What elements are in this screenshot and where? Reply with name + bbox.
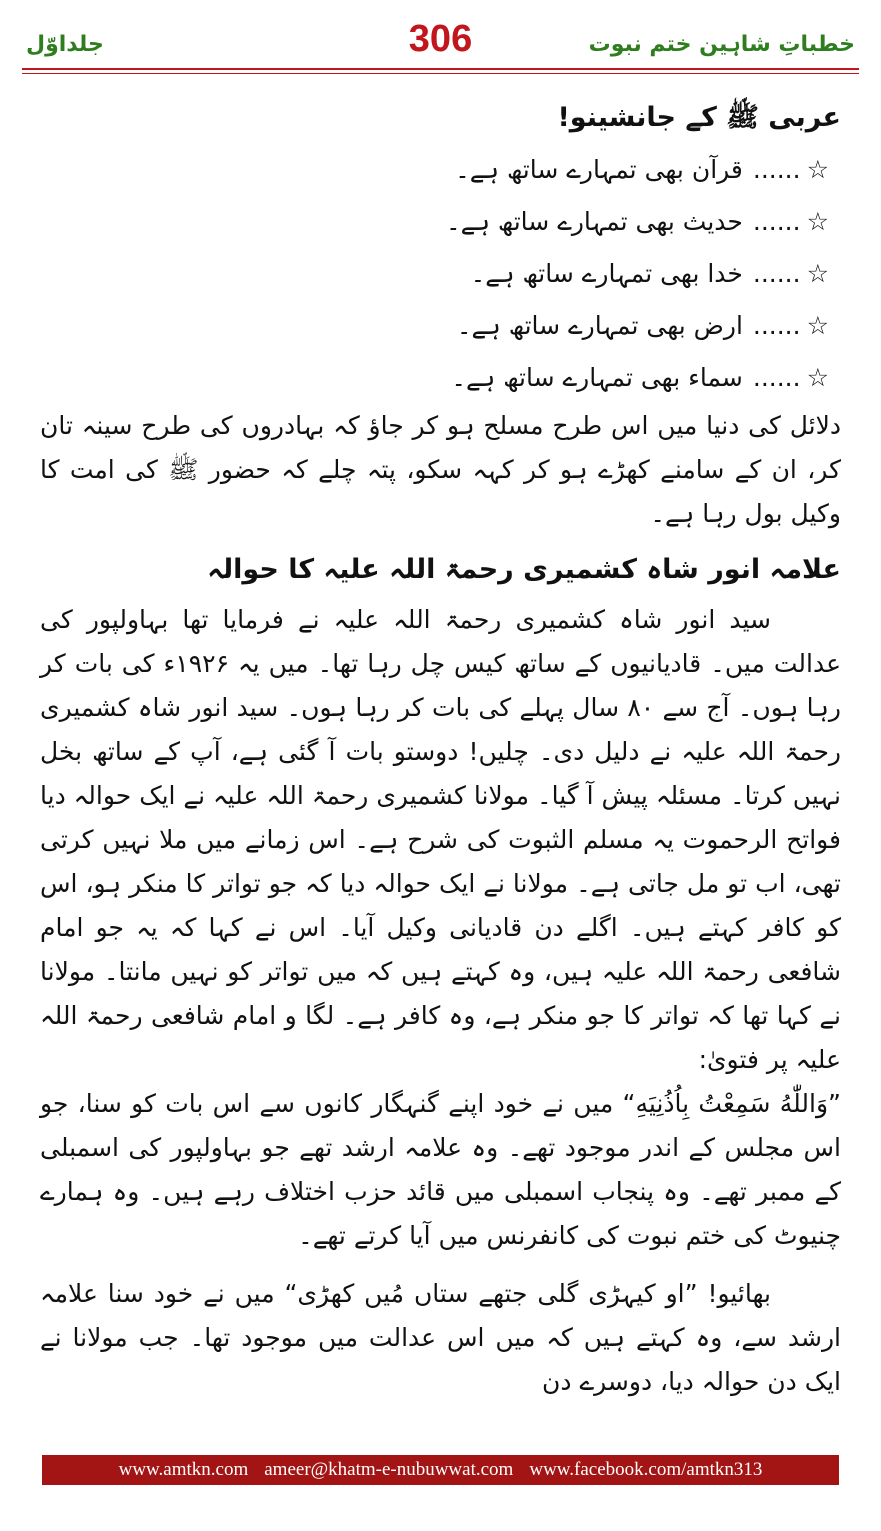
paragraph-witness: ”وَاللّٰهُ سَمِعْتُ بِاُذُنِیَهِ“ میں نے خود اپنے گنہگار کانوں سے اس بات کو سنا، جو اس مجلس کے اندر موجود تھے۔ وہ علامہ ارشد تھے جو بہاولپور کی اسمبلی کے ممبر تھے۔ وہ پنجاب اسمبلی میں قائد حزب اختلاف رہے ہیں۔ وہ ہمارے چنیوٹ کی ختم نبوت کی کانفرنس میں آیا کرتے تھے۔ <box>40 1089 841 1250</box>
header-divider-thin <box>22 73 859 74</box>
point-text: خدا بھی تمہارے ساتھ ہے۔ <box>470 259 743 288</box>
list-item <box>40 144 841 196</box>
leader-dots: ...... <box>752 363 801 392</box>
leader-dots: ...... <box>752 259 801 288</box>
list-item <box>40 248 841 300</box>
paragraph-continuation: بھائیو! ”او کیہڑی گلی جتھے ستاں مُیں کھڑی“ میں نے خود سنا علامہ ارشد سے، وہ کہتے ہیں کہ میں اس عدالت میں موجود تھا۔ جب مولانا نے ایک دن حوالہ دیا، دوسرے دن <box>40 1279 841 1396</box>
leader-dots: ...... <box>752 311 801 340</box>
footer-bar <box>42 1455 839 1485</box>
list-item <box>40 352 841 404</box>
header-divider <box>22 68 859 70</box>
star-icon: ☆ <box>806 311 829 340</box>
page-content <box>40 96 841 1404</box>
footer-email-link[interactable]: ameer@khatm-e-nubuwwat.com <box>264 1459 514 1480</box>
paragraph-conclusion: دلائل کی دنیا میں اس طرح مسلح ہو کر جاؤ کہ بہادروں کی طرح سینہ تان کر، ان کے سامنے کھڑے ہو کر کہہ سکو، پتہ چلے کہ حضور ﷺ کی امت کا وکیل بول رہا ہے۔ <box>40 411 841 528</box>
intro-heading: عربی ﷺ کے جانشینو! <box>557 102 841 133</box>
page-header <box>22 18 859 66</box>
section-heading: علامہ انور شاہ کشمیری رحمۃ اللہ علیہ کا حوالہ <box>207 554 841 585</box>
paragraph-narrative: سید انور شاہ کشمیری رحمۃ اللہ علیہ نے فرمایا تھا بہاولپور کی عدالت میں۔ قادیانیوں کے ساتھ کیس چل رہا تھا۔ میں یہ ۱۹۲۶ء کی بات کر رہا ہوں۔ آج سے ۸۰ سال پہلے کی بات کر رہا ہوں۔ سید انور شاہ کشمیری رحمۃ اللہ علیہ نے دلیل دی۔ چلیں! دوستو بات آ گئی ہے، آپ کے ساتھ بخل نہیں کرتا۔ مسئلہ پیش آ گیا۔ مولانا کشمیری رحمۃ اللہ علیہ نے ایک حوالہ دیا فواتح الرحموت یہ مسلم الثبوت کی شرح ہے۔ اس زمانے میں ملا نہیں کرتی تھی، اب تو مل جاتی ہے۔ مولانا نے ایک حوالہ دیا کہ جو تواتر کا منکر ہو، اس کو کافر کہتے ہیں۔ اگلے دن قادیانی وکیل آیا۔ اس نے کہا کہ یہ جو امام شافعی رحمۃ اللہ علیہ ہیں، وہ کہتے ہیں کہ میں تواتر کو نہیں مانتا۔ مولانا نے کہا تھا کہ تواتر کا جو منکر ہے، وہ کافر ہے۔ لگا و امام شافعی رحمۃ اللہ علیہ پر فتویٰ: <box>40 605 841 1074</box>
book-title: خطباتِ شاہین ختم نبوت <box>588 32 855 57</box>
points-list <box>40 144 841 404</box>
leader-dots: ...... <box>752 155 801 184</box>
point-text: سماء بھی تمہارے ساتھ ہے۔ <box>451 363 743 392</box>
list-item <box>40 300 841 352</box>
star-icon: ☆ <box>806 259 829 288</box>
page-number: 306 <box>408 18 473 60</box>
leader-dots: ...... <box>752 207 801 236</box>
footer-facebook-link[interactable]: www.facebook.com/amtkn313 <box>529 1459 763 1480</box>
volume-label: جلداوّل <box>26 32 104 57</box>
point-text: قرآن بھی تمہارے ساتھ ہے۔ <box>455 155 743 184</box>
star-icon: ☆ <box>806 207 829 236</box>
point-text: حدیث بھی تمہارے ساتھ ہے۔ <box>446 207 743 236</box>
point-text: ارض بھی تمہارے ساتھ ہے۔ <box>456 311 743 340</box>
star-icon: ☆ <box>806 363 829 392</box>
list-item <box>40 196 841 248</box>
star-icon: ☆ <box>806 155 829 184</box>
spacer <box>40 1258 841 1272</box>
footer-website-link[interactable]: www.amtkn.com <box>118 1459 249 1480</box>
